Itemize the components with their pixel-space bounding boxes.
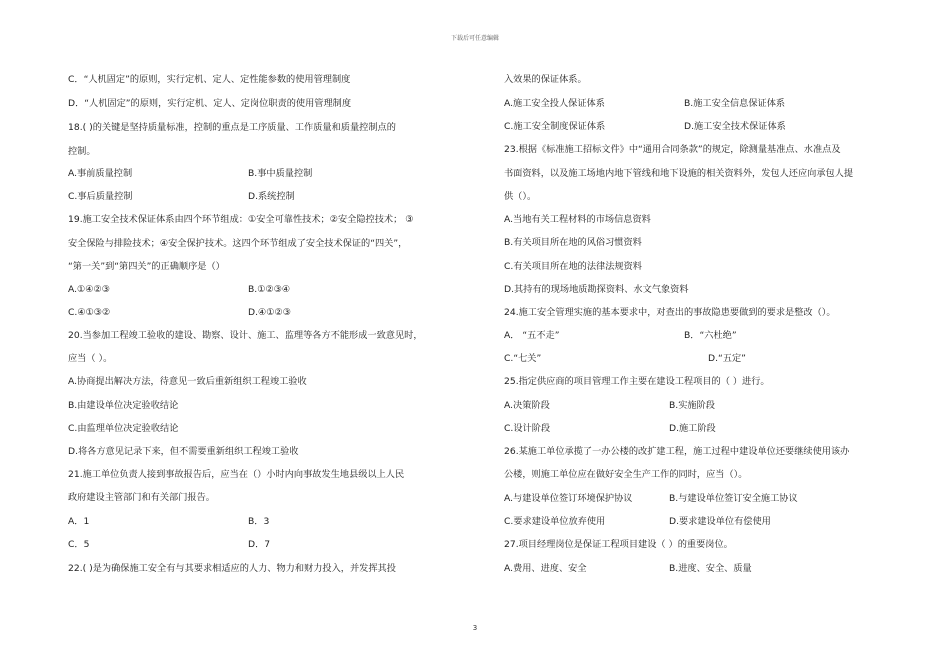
q25-option-d: D.施工阶段 [669, 423, 716, 434]
q27-option-b: B.进度、安全、质量 [669, 563, 752, 574]
q25-option-a: A.决策阶段 [504, 400, 550, 411]
q21-option-b: B．3 [248, 516, 270, 527]
q19-text-line1: 19.施工安全技术保证体系由四个环节组成：①安全可靠性技术；②安全隐控技术； ③ [68, 214, 414, 225]
q19-option-a: A.①④②③ [68, 284, 110, 295]
q22-option-b: B.施工安全信息保证体系 [684, 98, 786, 109]
q22-option-a: A.施工安全投人保证体系 [504, 98, 605, 109]
q24-option-b: B．“六杜绝” [684, 330, 737, 341]
q27-text-line1: 27.项目经理岗位是保证工程项目建设（ ）的重要岗位。 [504, 539, 733, 550]
q17-option-d: D．“人机固定”的原则，实行定机、定人、定岗位职责的使用管理制度 [68, 98, 352, 109]
q26-option-b: B.与建设单位签订安全施工协议 [669, 493, 798, 504]
q24-text-line1: 24.施工安全管理实施的基本要求中，对查出的事故隐患要做到的要求是整改（）。 [504, 307, 836, 318]
q18-text-line2: 控制。 [68, 146, 96, 157]
q18-option-c: C.事后质量控制 [68, 191, 133, 202]
q26-text-line1: 26.某施工单位承揽了一办公楼的改扩建工程，施工过程中建设单位还要继续使用该办 [504, 446, 850, 457]
q25-option-b: B.实施阶段 [669, 400, 715, 411]
q23-option-d: D.其持有的现场地质勘探资料、水文气象资料 [504, 284, 689, 295]
q25-text-line1: 25.指定供应商的项目管理工作主要在建设工程项目的（ ）进行。 [504, 376, 770, 387]
q22-text-line2: 入效果的保证体系。 [504, 74, 587, 85]
q27-option-a: A.费用、进度、安全 [504, 563, 587, 574]
q17-option-c: C．“人机固定”的原则，实行定机、定人、定性能参数的使用管理制度 [68, 74, 351, 85]
page-number: 3 [472, 624, 478, 632]
q18-option-d: D.系统控制 [248, 191, 295, 202]
q20-option-b: B.由建设单位决定验收结论 [68, 400, 179, 411]
q19-text-line3: “第一关”到“第四关”的正确顺序是（） [68, 261, 225, 272]
q18-option-b: B.事中质量控制 [248, 168, 313, 179]
q22-text-line1: 22.( )是为确保施工安全有与其要求相适应的人力、物力和财力投入，并发挥其投 [68, 563, 396, 574]
q20-option-a: A.协商提出解决方法，待意见一致后重新组织工程竣工验收 [68, 376, 307, 387]
q19-option-b: B.①②③④ [248, 284, 291, 295]
q18-text-line1: 18.( )的关键是坚持质量标准，控制的重点是工序质量、工作质量和质量控制点的 [68, 122, 396, 133]
q26-option-a: A.与建设单位签订环境保护协议 [504, 493, 633, 504]
q20-text-line2: 应当（ ）。 [68, 353, 113, 364]
page-header: 下载后可任意编辑 [450, 35, 499, 42]
q19-option-d: D.④①②③ [248, 307, 291, 318]
q22-option-c: C.施工安全制度保证体系 [504, 121, 606, 132]
q25-option-c: C.设计阶段 [504, 423, 551, 434]
q26-text-line2: 公楼，则施工单位应在做好安全生产工作的同时，应当（）。 [504, 469, 748, 480]
q21-option-d: D．7 [248, 539, 271, 550]
q23-option-b: B.有关项目所在地的风俗习惯资料 [504, 237, 642, 248]
q23-text-line3: 供（）。 [504, 191, 537, 202]
q21-option-a: A．1 [68, 516, 90, 527]
q18-option-a: A.事前质量控制 [68, 168, 133, 179]
q24-option-a: A． “五不走” [504, 330, 560, 341]
q20-option-c: C.由监理单位决定验收结论 [68, 423, 179, 434]
q21-text-line1: 21.施工单位负责人接到事故报告后，应当在（）小时内向事故发生地县级以上人民 [68, 469, 405, 480]
q19-text-line2: 安全保险与排险技术；④安全保护技术。这四个环节组成了安全技术保证的“四关”， [68, 238, 408, 249]
q26-option-c: C.要求建设单位放弃使用 [504, 516, 606, 527]
q19-option-c: C.④①③② [68, 307, 111, 318]
q23-option-c: C.有关项目所在地的法律法规资料 [504, 261, 642, 272]
q23-text-line2: 书面资料，以及施工场地内地下管线和地下设施的相关资料外，发包人还应向承包人提 [504, 168, 854, 179]
q21-option-c: C．5 [68, 539, 90, 550]
q21-text-line2: 政府建设主管部门和有关部门报告。 [68, 492, 215, 503]
q20-text-line1: 20.当参加工程竣工验收的建设、勘察、设计、施工、监理等各方不能形成一致意见时， [68, 330, 423, 341]
q24-option-c: C.“七关” [504, 353, 542, 364]
q20-option-d: D.将各方意见记录下来，但不需要重新组织工程竣工验收 [68, 446, 299, 457]
q23-option-a: A.当地有关工程材料的市场信息资料 [504, 214, 651, 225]
q23-text-line1: 23.根据《标准施工招标文件》中“通用合同条款”的规定，除测量基准点、水准点及 [504, 144, 841, 155]
q26-option-d: D.要求建设单位有偿使用 [669, 516, 771, 527]
q24-option-d: D.“五定” [708, 353, 746, 364]
q22-option-d: D.施工安全技术保证体系 [684, 121, 786, 132]
